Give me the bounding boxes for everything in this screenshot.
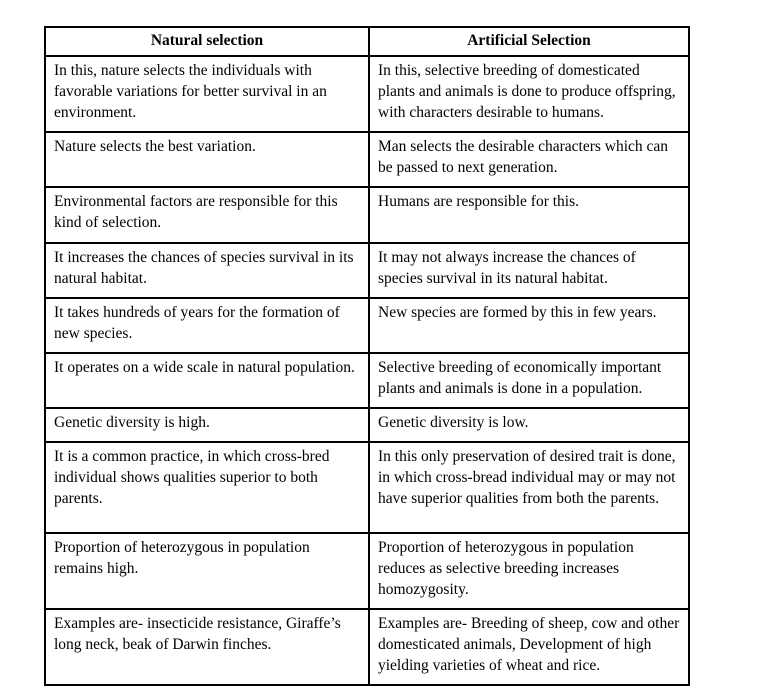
cell-artificial: Humans are responsible for this. xyxy=(369,187,689,243)
comparison-table xyxy=(44,26,690,686)
cell-natural: It takes hundreds of years for the formation of new species. xyxy=(45,298,369,353)
table-row xyxy=(45,408,689,442)
cell-artificial: It may not always increase the chances of species survival in its natural habitat. xyxy=(369,243,689,298)
column-header-artificial-selection: Artificial Selection xyxy=(369,27,689,56)
table-row xyxy=(45,353,689,408)
cell-natural: Environmental factors are responsible for this kind of selection. xyxy=(45,187,369,243)
table-row xyxy=(45,533,689,609)
cell-natural: Examples are- insecticide resistance, Giraffe’s long neck, beak of Darwin finches. xyxy=(45,609,369,685)
cell-artificial: In this, selective breeding of domesticated plants and animals is done to produce offspring, with characters desirable to humans. xyxy=(369,56,689,132)
cell-natural: Proportion of heterozygous in population remains high. xyxy=(45,533,369,609)
cell-natural: In this, nature selects the individuals with favorable variations for better survival in an environment. xyxy=(45,56,369,132)
cell-artificial: Genetic diversity is low. xyxy=(369,408,689,442)
cell-natural: It increases the chances of species survival in its natural habitat. xyxy=(45,243,369,298)
table-row xyxy=(45,56,689,132)
table-row xyxy=(45,132,689,187)
column-header-natural-selection: Natural selection xyxy=(45,27,369,56)
table-row xyxy=(45,187,689,243)
cell-natural: Nature selects the best variation. xyxy=(45,132,369,187)
cell-natural: It operates on a wide scale in natural population. xyxy=(45,353,369,408)
table-row xyxy=(45,243,689,298)
cell-artificial: Examples are- Breeding of sheep, cow and other domesticated animals, Development of high yielding varieties of wheat and rice. xyxy=(369,609,689,685)
cell-artificial: In this only preservation of desired trait is done, in which cross-bread individual may or may not have superior qualities from both the parents. xyxy=(369,442,689,533)
table-row xyxy=(45,609,689,685)
cell-natural: Genetic diversity is high. xyxy=(45,408,369,442)
table-row xyxy=(45,298,689,353)
cell-artificial: Man selects the desirable characters which can be passed to next generation. xyxy=(369,132,689,187)
cell-artificial: Proportion of heterozygous in population reduces as selective breeding increases homozygosity. xyxy=(369,533,689,609)
table-header-row xyxy=(45,27,689,56)
cell-natural: It is a common practice, in which cross-bred individual shows qualities superior to both parents. xyxy=(45,442,369,533)
cell-artificial: Selective breeding of economically important plants and animals is done in a population. xyxy=(369,353,689,408)
table-row xyxy=(45,442,689,533)
cell-artificial: New species are formed by this in few years. xyxy=(369,298,689,353)
